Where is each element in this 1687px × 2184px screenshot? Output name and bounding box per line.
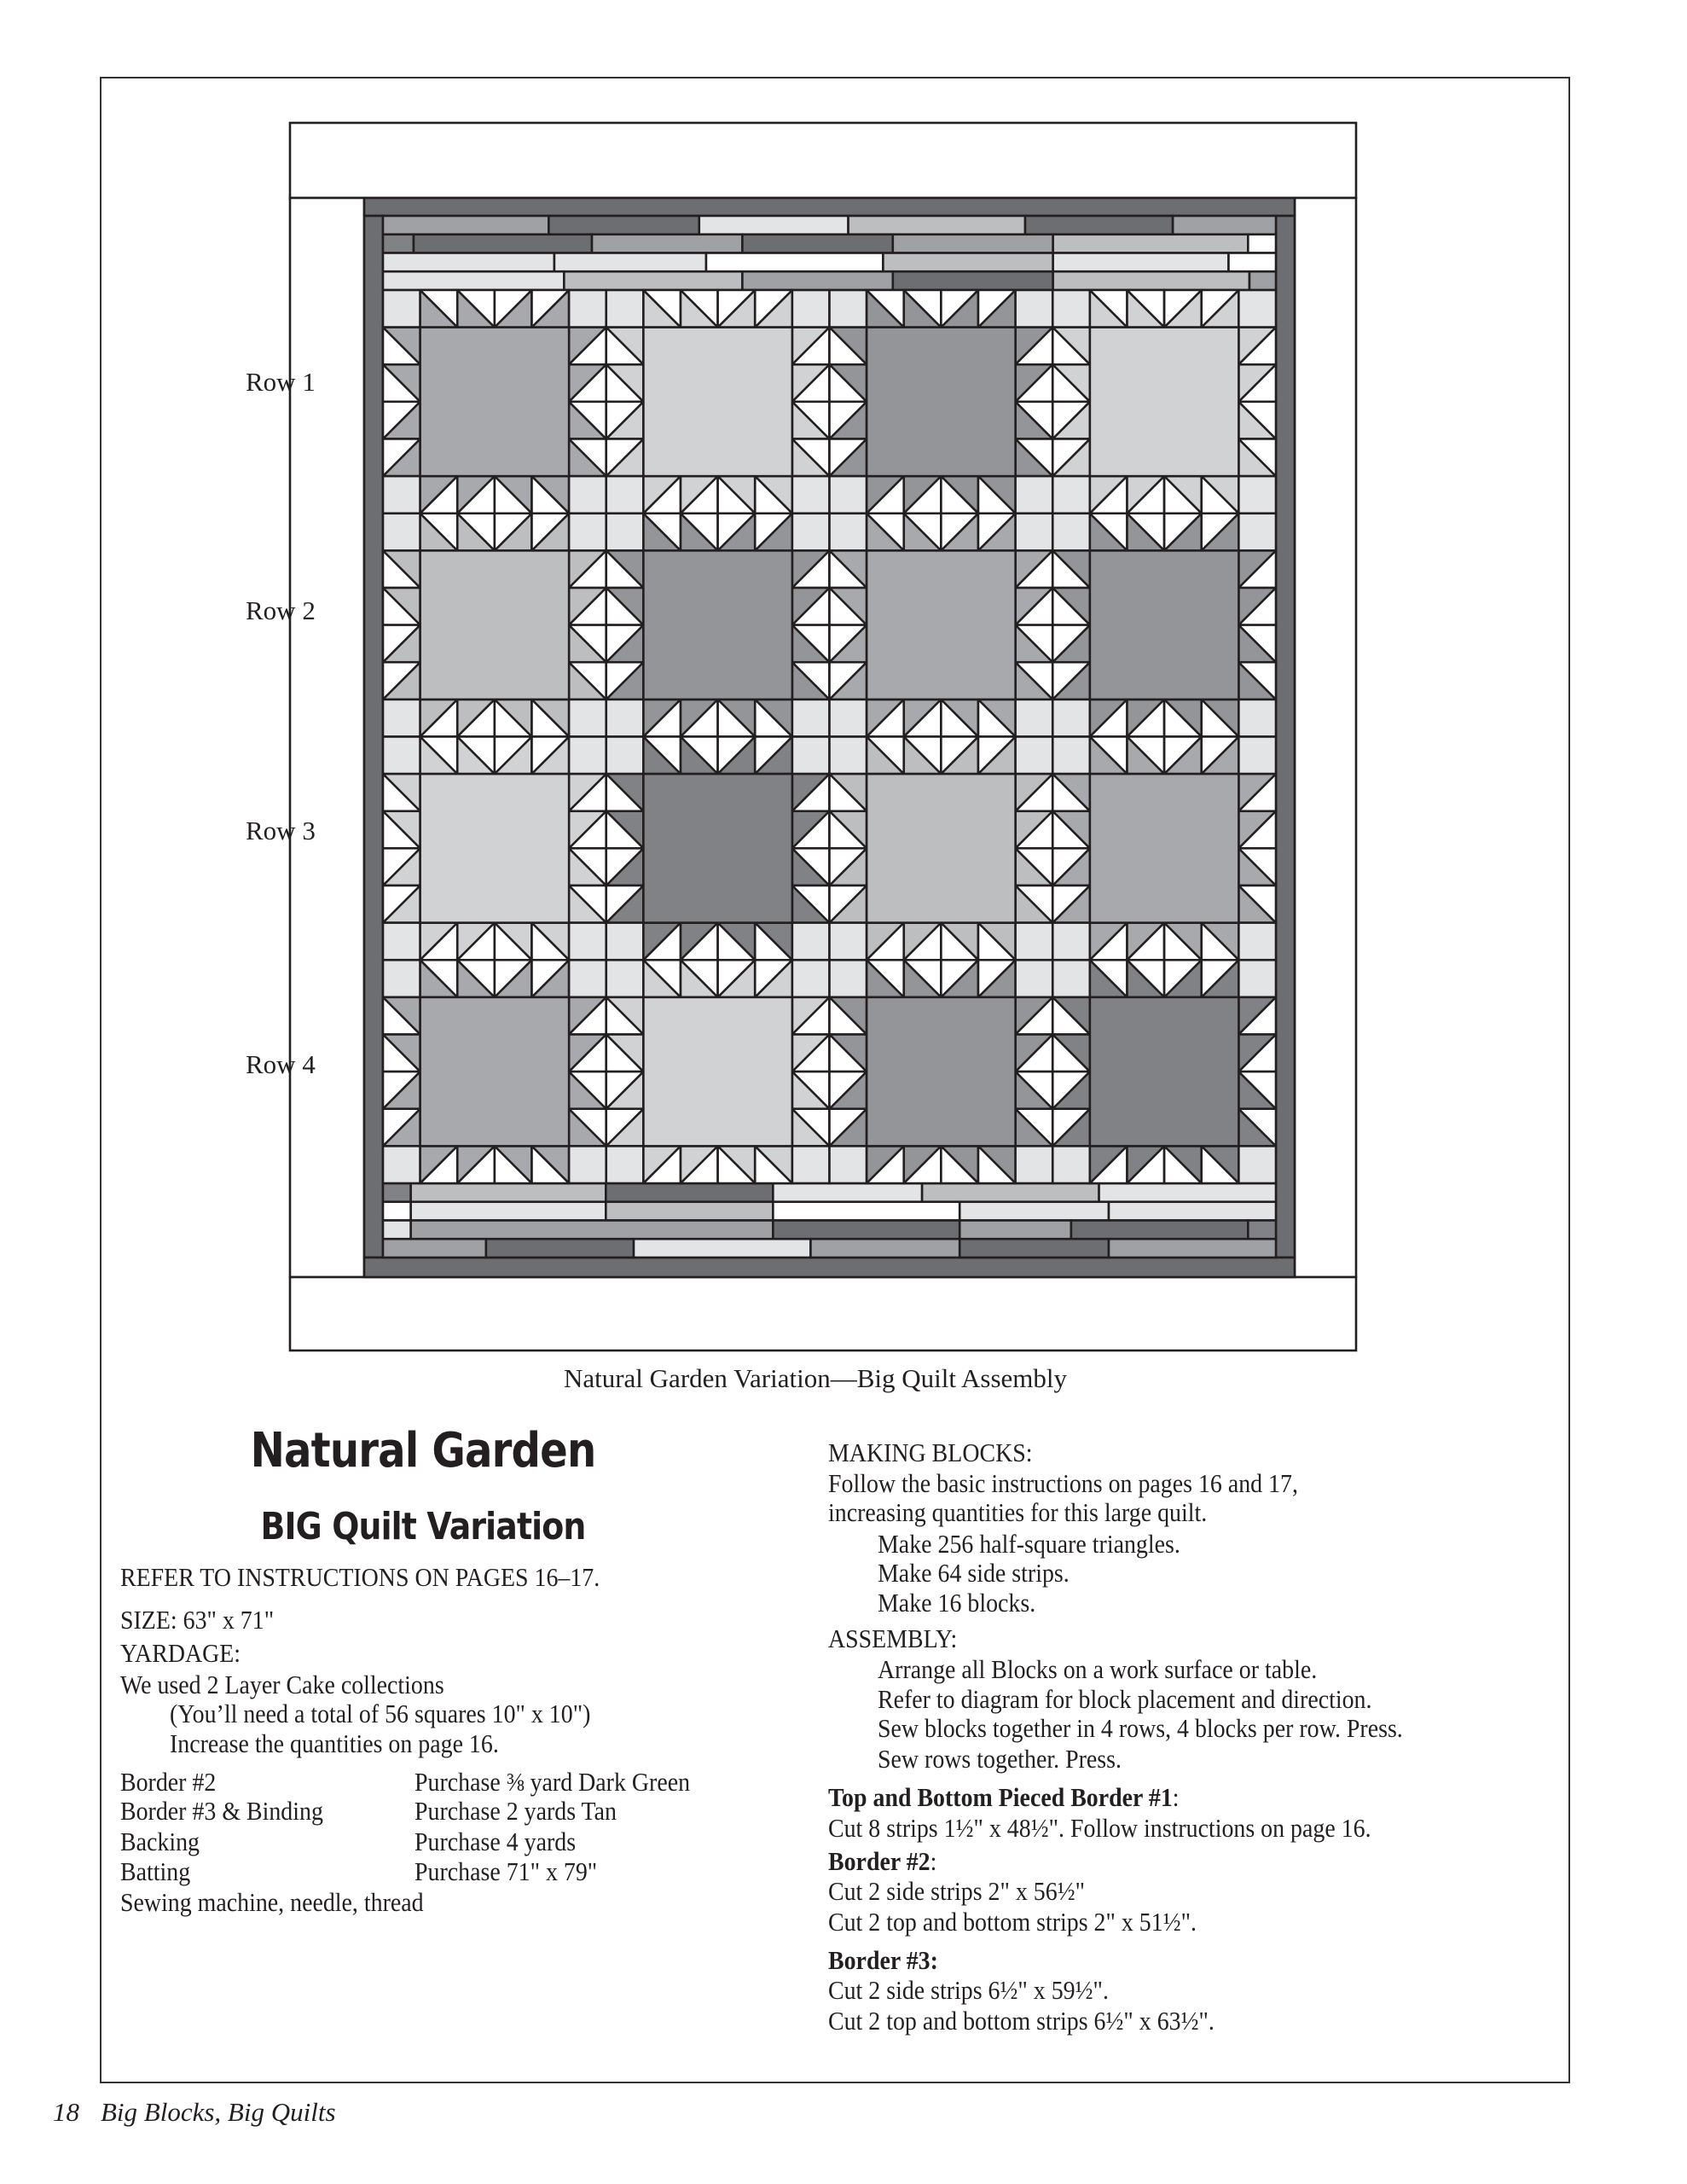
corner-square — [1238, 1146, 1276, 1183]
making-step: Make 16 blocks. — [878, 1588, 1036, 1618]
corner-square — [606, 290, 644, 328]
corner-square — [383, 476, 420, 514]
pieced-border-bottom-strip — [383, 1183, 411, 1202]
corner-square — [1052, 700, 1090, 737]
pieced-border-top-strip — [706, 253, 883, 272]
block-center-square — [1090, 550, 1239, 700]
pattern-title: Natural Garden — [250, 1423, 596, 1478]
corner-square — [830, 960, 867, 997]
border3-line: Cut 2 top and bottom strips 6½" x 63½". — [828, 2006, 1215, 2036]
pieced-border-top-strip — [1173, 216, 1276, 235]
block-center-square — [867, 550, 1016, 700]
corner-square — [792, 1146, 830, 1183]
making-step: Make 256 half-square triangles. — [878, 1529, 1180, 1559]
border-3-right — [1295, 198, 1356, 1277]
border-3-bottom — [290, 1277, 1356, 1350]
yardage-line: We used 2 Layer Cake collections — [120, 1670, 444, 1699]
pieced-border-bottom-strip — [1109, 1239, 1276, 1258]
corner-square — [792, 514, 830, 551]
corner-square — [830, 700, 867, 737]
border-3-left — [290, 198, 364, 1277]
border2-line: Cut 2 side strips 2" x 56½" — [828, 1876, 1086, 1906]
block-center-square — [1090, 997, 1239, 1147]
corner-square — [1052, 290, 1090, 328]
yardage-line: (You’ll need a total of 56 squares 10" x 10") — [170, 1699, 591, 1728]
corner-square — [1238, 960, 1276, 997]
pieced-border-bottom-strip — [810, 1239, 959, 1258]
pieced-border-top-strip — [592, 235, 742, 253]
pieced-border-top-strip — [893, 271, 1053, 290]
block-center-square — [643, 550, 792, 700]
pieced-border-bottom-strip — [411, 1202, 606, 1221]
pieced-border-top-strip — [742, 271, 892, 290]
block-center-square — [1090, 774, 1239, 923]
pieced-border-top-strip — [414, 235, 592, 253]
making-blocks-heading: MAKING BLOCKS: — [828, 1438, 1033, 1467]
corner-square — [1016, 923, 1053, 961]
corner-square — [1052, 923, 1090, 961]
corner-square — [1016, 960, 1053, 997]
corner-square — [569, 960, 606, 997]
pieced-border-bottom-strip — [383, 1221, 411, 1240]
material-item: Border #2 — [120, 1767, 217, 1797]
pieced-border-bottom-strip — [773, 1221, 959, 1240]
corner-square — [606, 923, 644, 961]
pieced-border-bottom-strip — [383, 1239, 486, 1258]
border3-heading: Border #3: — [828, 1945, 938, 1975]
assembly-step: Arrange all Blocks on a work surface or table. — [878, 1654, 1318, 1684]
pieced-border-top-strip — [383, 271, 564, 290]
diagram-caption: Natural Garden Variation—Big Quilt Assembly — [563, 1363, 1068, 1393]
row-label-4: Row 4 — [246, 1049, 316, 1079]
block-center-square — [867, 774, 1016, 923]
material-purchase: Purchase ⅜ yard Dark Green — [415, 1767, 691, 1797]
block-center-square — [1090, 328, 1239, 477]
supplies: Sewing machine, needle, thread — [120, 1887, 424, 1917]
pieced-border-bottom-strip — [1109, 1202, 1276, 1221]
pieced-border-bottom-strip — [383, 1202, 411, 1221]
pieced-border-top-strip — [1053, 235, 1249, 253]
corner-square — [383, 290, 420, 328]
pieced-border-top-strip — [1025, 216, 1173, 235]
row-label-3: Row 3 — [246, 816, 316, 845]
corner-square — [606, 960, 644, 997]
material-purchase: Purchase 2 yards Tan — [415, 1796, 617, 1826]
pieced-border-bottom-strip — [1099, 1183, 1276, 1202]
row-label-2: Row 2 — [246, 595, 316, 625]
pieced-border-top-strip — [742, 235, 892, 253]
pieced-border-bottom-strip — [606, 1183, 773, 1202]
block-center-square — [643, 997, 792, 1147]
border2-line: Cut 2 top and bottom strips 2" x 51½". — [828, 1907, 1197, 1937]
assembly-step: Refer to diagram for block placement and direction. — [878, 1684, 1372, 1714]
corner-square — [1052, 737, 1090, 775]
corner-square — [569, 290, 606, 328]
pieced-border-top-strip — [383, 253, 554, 272]
corner-square — [830, 737, 867, 775]
corner-square — [1016, 514, 1053, 551]
yardage-line: Increase the quantities on page 16. — [170, 1728, 499, 1758]
pattern-subtitle: BIG Quilt Variation — [260, 1505, 586, 1548]
pieced-border-bottom-strip — [959, 1202, 1109, 1221]
pieced-border-top-strip — [564, 271, 742, 290]
block-center-square — [420, 550, 570, 700]
corner-square — [606, 514, 644, 551]
pieced-border-bottom-strip — [773, 1202, 959, 1221]
pieced-border-bottom-strip — [486, 1239, 634, 1258]
corner-square — [1238, 923, 1276, 961]
block-center-square — [420, 328, 570, 477]
colon: : — [1172, 1782, 1180, 1812]
corner-square — [569, 737, 606, 775]
corner-square — [569, 1146, 606, 1183]
pieced-border-bottom-strip — [1248, 1221, 1276, 1240]
pieced-border-top-strip — [699, 216, 849, 235]
material-purchase: Purchase 71" x 79" — [415, 1856, 598, 1886]
corner-square — [1238, 290, 1276, 328]
corner-square — [606, 1146, 644, 1183]
corner-square — [606, 476, 644, 514]
page-footer — [53, 2097, 336, 2128]
pieced-border-top-strip — [849, 216, 1025, 235]
border1-heading-label: Top and Bottom Pieced Border #1 — [828, 1782, 1173, 1812]
border2-heading-label: Border #2 — [828, 1846, 930, 1876]
corner-square — [792, 290, 830, 328]
row-label-1: Row 1 — [246, 367, 316, 397]
block-center-square — [643, 774, 792, 923]
pieced-border-bottom-strip — [411, 1183, 606, 1202]
pieced-border-top-strip — [383, 235, 414, 253]
pieced-border-bottom-strip — [773, 1183, 922, 1202]
making-step: Make 64 side strips. — [878, 1558, 1070, 1588]
corner-square — [1052, 1146, 1090, 1183]
pieced-border-top-strip — [1053, 271, 1249, 290]
corner-square — [383, 960, 420, 997]
assembly-step: Sew rows together. Press. — [878, 1744, 1122, 1774]
pieced-border-top-strip — [1053, 253, 1229, 272]
corner-square — [569, 700, 606, 737]
border1-line: Cut 8 strips 1½" x 48½". Follow instructions on page 16. — [828, 1813, 1371, 1843]
corner-square — [383, 514, 420, 551]
block-center-square — [867, 997, 1016, 1147]
pieced-border-bottom-strip — [411, 1221, 774, 1240]
material-item: Border #3 & Binding — [120, 1796, 323, 1826]
pieced-border-top-strip — [548, 216, 699, 235]
corner-square — [830, 1146, 867, 1183]
assembly-heading: ASSEMBLY: — [828, 1623, 958, 1653]
corner-square — [792, 700, 830, 737]
pieced-border-top-strip — [883, 253, 1052, 272]
border-2-top — [364, 198, 1295, 216]
corner-square — [1238, 700, 1276, 737]
corner-square — [1052, 514, 1090, 551]
pieced-border-bottom-strip — [606, 1202, 773, 1221]
pieced-border-bottom-strip — [922, 1183, 1099, 1202]
pieced-border-top-strip — [893, 235, 1053, 253]
pieced-border-top-strip — [554, 253, 706, 272]
corner-square — [1016, 290, 1053, 328]
border-2-right — [1276, 216, 1295, 1258]
corner-square — [383, 737, 420, 775]
corner-square — [1016, 737, 1053, 775]
corner-square — [792, 737, 830, 775]
corner-square — [1052, 960, 1090, 997]
border1-heading — [828, 1782, 1180, 1813]
border-2-left — [364, 216, 383, 1258]
pieced-border-bottom-strip — [959, 1239, 1109, 1258]
material-purchase: Purchase 4 yards — [415, 1827, 577, 1856]
corner-square — [830, 476, 867, 514]
corner-square — [569, 476, 606, 514]
corner-square — [1238, 737, 1276, 775]
border-3-top — [290, 123, 1356, 198]
block-center-square — [420, 997, 570, 1147]
block-center-square — [420, 774, 570, 923]
border2-heading — [828, 1846, 936, 1877]
pieced-border-top-strip — [1249, 271, 1276, 290]
quilt-size: SIZE: 63" x 71" — [120, 1605, 275, 1635]
corner-square — [1238, 476, 1276, 514]
corner-square — [792, 923, 830, 961]
corner-square — [569, 514, 606, 551]
corner-square — [1238, 514, 1276, 551]
corner-square — [383, 700, 420, 737]
corner-square — [830, 514, 867, 551]
corner-square — [1016, 700, 1053, 737]
pieced-border-bottom-strip — [1071, 1221, 1248, 1240]
border3-line: Cut 2 side strips 6½" x 59½". — [828, 1975, 1109, 2005]
pieced-border-bottom-strip — [959, 1221, 1071, 1240]
refer-instructions: REFER TO INSTRUCTIONS ON PAGES 16–17. — [120, 1562, 600, 1592]
material-item: Batting — [120, 1856, 191, 1886]
border-2-bottom — [364, 1258, 1295, 1277]
corner-square — [830, 290, 867, 328]
block-center-square — [867, 328, 1016, 477]
corner-square — [569, 923, 606, 961]
making-line: Follow the basic instructions on pages 16 and 17, — [828, 1468, 1298, 1498]
colon: : — [930, 1846, 937, 1876]
corner-square — [383, 923, 420, 961]
corner-square — [1016, 1146, 1053, 1183]
assembly-step: Sew blocks together in 4 rows, 4 blocks per row. Press. — [878, 1713, 1403, 1743]
corner-square — [792, 960, 830, 997]
corner-square — [1052, 476, 1090, 514]
book-title: Big Blocks, Big Quilts — [101, 2097, 336, 2127]
pieced-border-top-strip — [1248, 235, 1276, 253]
making-line: increasing quantities for this large quilt. — [828, 1497, 1208, 1527]
corner-square — [606, 737, 644, 775]
corner-square — [830, 923, 867, 961]
page-number: 18 — [53, 2097, 79, 2127]
pieced-border-bottom-strip — [634, 1239, 810, 1258]
corner-square — [383, 1146, 420, 1183]
corner-square — [792, 476, 830, 514]
corner-square — [1016, 476, 1053, 514]
yardage-heading: YARDAGE: — [120, 1638, 241, 1668]
pieced-border-top-strip — [1228, 253, 1276, 272]
pieced-border-top-strip — [383, 216, 548, 235]
block-center-square — [643, 328, 792, 477]
material-item: Backing — [120, 1827, 200, 1856]
corner-square — [606, 700, 644, 737]
